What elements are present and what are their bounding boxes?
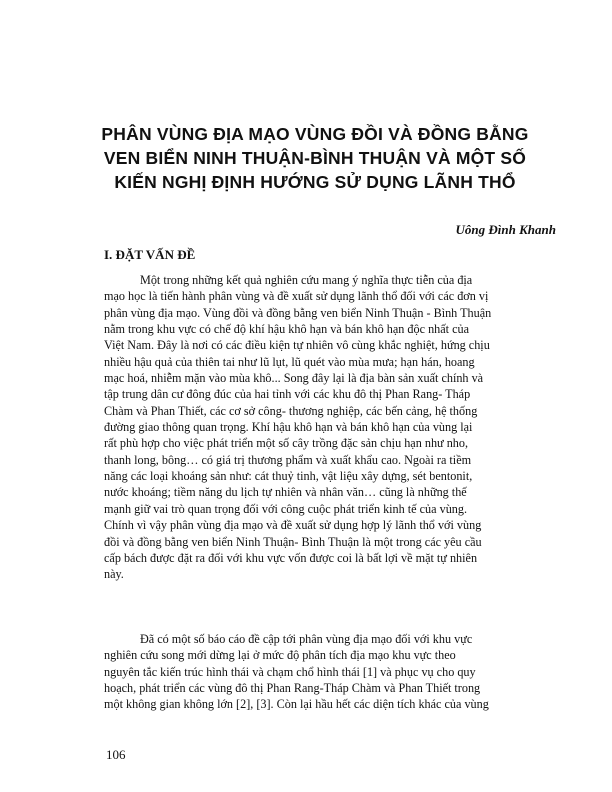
title-line: PHÂN VÙNG ĐỊA MẠO VÙNG ĐỒI VÀ ĐỒNG BẰNG	[101, 124, 529, 144]
paragraph-line: mạnh giữ vai trò quan trọng đối với công cuộc phát triển kinh tế của vùng.	[104, 501, 468, 516]
paragraph-line: thanh long, bông… có giá trị thương phẩm và xuất khẩu cao. Ngoài ra tiềm	[104, 452, 472, 467]
paragraph-line: Chàm và Phan Thiết, các cơ sở công- thương nghiệp, các bến cảng, hệ thống	[104, 403, 478, 418]
author-name: Uông Đình Khanh	[455, 222, 556, 237]
paragraph-line: nước khoáng; tiềm năng du lịch tự nhiên và nhân văn… cũng là những thế	[104, 485, 467, 500]
paragraph-line: hoạch, phát triển các vùng đô thị Phan Rang-Tháp Chàm và Phan Thiết trong	[104, 681, 481, 696]
body-paragraph	[104, 631, 556, 713]
paragraph-line: đường giao thông quan trọng. Khí hậu khô hạn và bán khô hạn của vùng lại	[104, 420, 473, 435]
section-heading: I. ĐẶT VẤN ĐỀ	[104, 247, 196, 262]
paragraph-line: phân vùng địa mạo. Vùng đồi và đồng bằng ven biển Ninh Thuận - Bình Thuận	[104, 305, 492, 320]
title-line: VEN BIỂN NINH THUẬN-BÌNH THUẬN VÀ MỘT SỐ	[103, 148, 527, 168]
paragraph-line: một không gian không lớn [2], [3]. Còn lại hầu hết các diện tích khác của vùng	[104, 697, 489, 712]
paragraph-line: đồi và đồng bằng ven biển Ninh Thuận- Bình Thuận là một trong các yêu cầu	[104, 534, 482, 549]
paragraph-line: Đã có một số báo cáo đề cập tới phân vùng địa mạo đối với khu vực	[140, 632, 473, 646]
paragraph-line: này.	[104, 567, 124, 582]
page-number: 106	[106, 747, 126, 762]
paper-title	[80, 122, 550, 194]
paragraph-line: Một trong những kết quả nghiên cứu mang ý nghĩa thực tiễn của địa	[140, 273, 473, 287]
paragraph-line: mạc hoá, nhiễm mặn vào mùa khô... Song đây lại là địa bàn sản xuất chính và	[104, 371, 484, 386]
paragraph-line: mạo học là tiến hành phân vùng và đề xuất sử dụng lãnh thổ đối với các đơn vị	[104, 289, 489, 304]
title-line: KIẾN NGHỊ ĐỊNH HƯỚNG SỬ DỤNG LÃNH THỔ	[114, 172, 516, 192]
paragraph-line: nguyên tắc kiến trúc hình thái và chạm chổ hình thái [1] và phục vụ cho quy	[104, 664, 476, 679]
paragraph-line: Chính vì vậy phân vùng địa mạo và đề xuất sử dụng hợp lý lãnh thổ với vùng	[104, 518, 482, 533]
body-paragraph	[104, 272, 556, 583]
paragraph-line: nhiều hậu quả của thiên tai như lũ lụt, lũ quét vào mùa mưa; hạn hán, hoang	[104, 354, 475, 369]
paragraph-line: cấp bách được đặt ra đối với khu vực vốn được coi là bất lợi về mặt tự nhiên	[104, 550, 478, 565]
paragraph-line: nằm trong khu vực có chế độ khí hậu khô hạn và bán khô hạn độc nhất của	[104, 322, 470, 337]
paragraph-line: nghiên cứu song mới dừng lại ở mức độ phân tích địa mạo khu vực theo	[104, 648, 456, 663]
paragraph-line: tập trung dân cư đông đúc của hai tỉnh với các khu đô thị Phan Rang- Tháp	[104, 387, 471, 402]
paragraph-line: rất phù hợp cho việc phát triển một số cây trồng đặc sản chịu hạn như nho,	[104, 436, 469, 451]
paragraph-line: Việt Nam. Đây là nơi có các điều kiện tự nhiên vô cùng khắc nghiệt, hứng chịu	[104, 338, 490, 353]
paragraph-line: năng các loại khoáng sản như: cát thuỷ tinh, vật liệu xây dựng, sét bentonit,	[104, 469, 473, 484]
